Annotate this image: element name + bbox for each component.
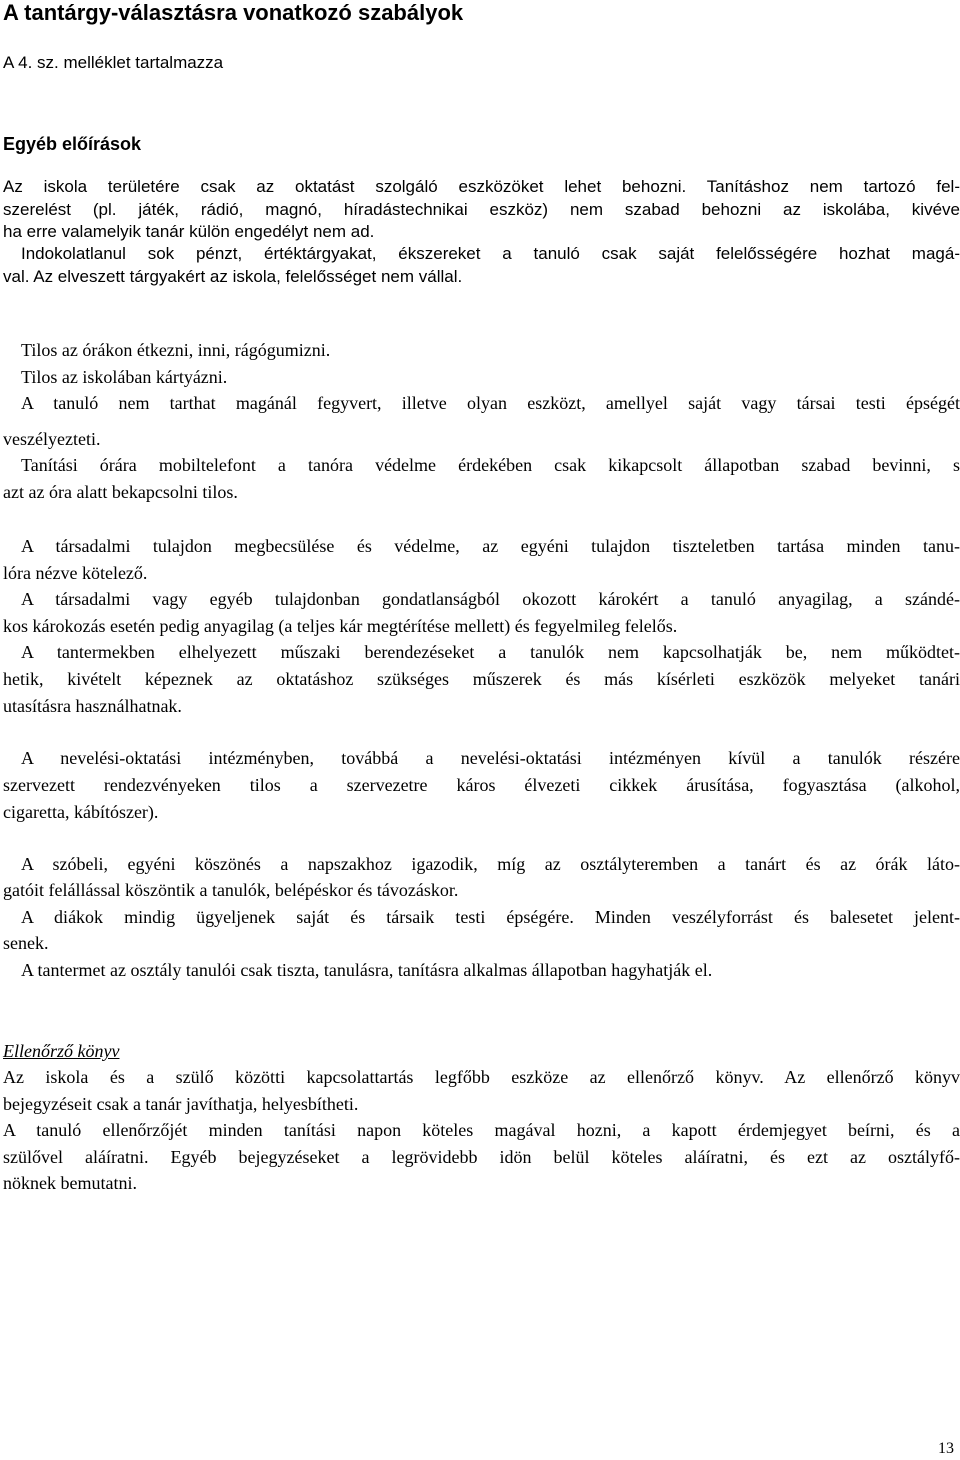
paragraph-substances [21,745,960,772]
text-line: bejegyzéseit csak a tanár javíthatja, helyesbítheti. [3,1093,359,1114]
paragraph-valuables [21,243,960,266]
paragraph-damage-cont [3,613,960,640]
text-line: utasításra használhatnak. [3,695,182,716]
text-line: Indokolatlanul sok pénzt, értéktárgyakat, ékszereket a tanuló csak saját felelősségére hozhat magá- [21,244,960,263]
text-line: azt az óra alatt bekapcsolni tilos. [3,482,238,502]
text-line: A tantermekben elhelyezett műszaki berendezéseket a tanulók nem kapcsolhatják be, nem működtet- [21,642,960,662]
text-line: lóra nézve kötelező. [3,563,148,583]
section-title-report-book [3,1038,960,1065]
text-line: Tanítási órára mobiltelefont a tanóra védelme érdekében csak kikapcsolt állapotban szabad bevinni, s [21,455,960,475]
paragraph-safety-cont [3,930,960,957]
paragraph-phones-cont [3,479,960,506]
text-line: szülővel aláíratni. Egyéb bejegyzéseket a legrövidebb idön belül köteles aláíratni, és ezt az osztályfő- [3,1146,960,1167]
paragraph-tools [3,176,960,244]
paragraph-equipment [21,639,960,666]
text-line: nöknek bemutatni. [3,1173,137,1193]
paragraph-prohibitions-cont [3,426,960,453]
paragraph-phones [21,452,960,479]
paragraph-property-cont [3,560,960,587]
text-line: A diákok mindig ügyeljenek saját és társaik testi épségére. Minden veszélyforrást és balesetet jelent- [21,907,960,927]
text-line: A társadalmi vagy egyéb tulajdonban gondatlanságból okozott károkért a tanuló anyagilag, a szándé- [21,589,960,609]
paragraph-damage [21,586,960,613]
text-line: senek. [3,933,49,953]
text-line: kos károkozás esetén pedig anyagilag (a teljes kár megtérítése mellett) és fegyelmileg felelős. [3,616,678,636]
text-line: A tantermet az osztály tanulói csak tiszta, tanulásra, tanításra alkalmas állapotban hagyhatják el. [21,960,713,980]
text-line: A szóbeli, egyéni köszönés a napszakhoz igazodik, míg az osztályteremben a tanárt és az órák láto- [21,854,960,874]
text-line: cigaretta, kábítószer). [3,801,159,822]
paragraph-property [21,533,960,560]
text-line: ha erre valamelyik tanár külön engedélyt nem ad. [3,222,375,242]
paragraph-greeting-cont [3,877,960,904]
text-line: Tilos az órákon étkezni, inni, rágógumizni. [21,340,331,360]
text-line: hetik, kivételt képeznek az oktatáshoz szükséges műszerek és más kísérleti eszközök melyeket tanári [3,669,960,689]
text-line: Az iskola és a szülő közötti kapcsolattartás legfőbb eszköze az ellenőrző könyv. Az ellenőrző könyv [3,1067,960,1087]
paragraph-safety [21,904,960,931]
text-line: Az iskola területére csak az oktatást szolgáló eszközöket lehet behozni. Tanításhoz nem tartozó fel- [3,177,960,196]
paragraph-greeting [21,851,960,878]
paragraph-equipment-cont [3,666,960,719]
page-number: 13 [938,1440,954,1457]
paragraph-valuables-cont [3,266,960,289]
paragraph-prohibitions [21,337,960,417]
text-line: szervezett rendezvényeken tilos a szervezetre káros élvezeti cikkek árusítása, fogyasztása (alkohol, [3,775,960,795]
text-line: A tanuló ellenőrzőjét minden tanítási napon köteles magával hozni, a kapott érdemjegyet beírni, és a [3,1120,960,1140]
text-line: val. Az elveszett tárgyakért az iskola, felelősséget nem vállal. [3,267,463,286]
text-line: A társadalmi tulajdon megbecsülése és védelme, az egyéni tulajdon tiszteletben tartása minden tanu- [21,536,960,556]
text-line: A tanuló nem tarthat magánál fegyvert, illetve olyan eszközt, amellyel saját vagy társai testi épségét [21,393,960,413]
text-line: Tilos az iskolában kártyázni. [21,366,228,387]
paragraph-report-book [3,1064,960,1197]
text-line: gatóit felállással köszöntik a tanulók, belépéskor és távozáskor. [3,880,459,900]
paragraph-classroom [21,957,960,984]
paragraph-substances-cont [3,772,960,825]
text-line: szerelést (pl. játék, rádió, magnó, híradástechnikai eszköz) nem szabad behozni az iskolába, kivéve [3,199,960,219]
page-title: A tantárgy-választásra vonatkozó szabályok [3,0,464,25]
annex-note: A 4. sz. melléklet tartalmazza [3,53,224,72]
text-line: A nevelési-oktatási intézményben, továbbá a nevelési-oktatási intézményen kívül a tanulók részére [21,748,960,768]
section-title-text: Ellenőrző könyv [3,1041,120,1061]
text-line: veszélyezteti. [3,429,101,449]
section-title-other-rules: Egyéb előírások [3,134,142,154]
